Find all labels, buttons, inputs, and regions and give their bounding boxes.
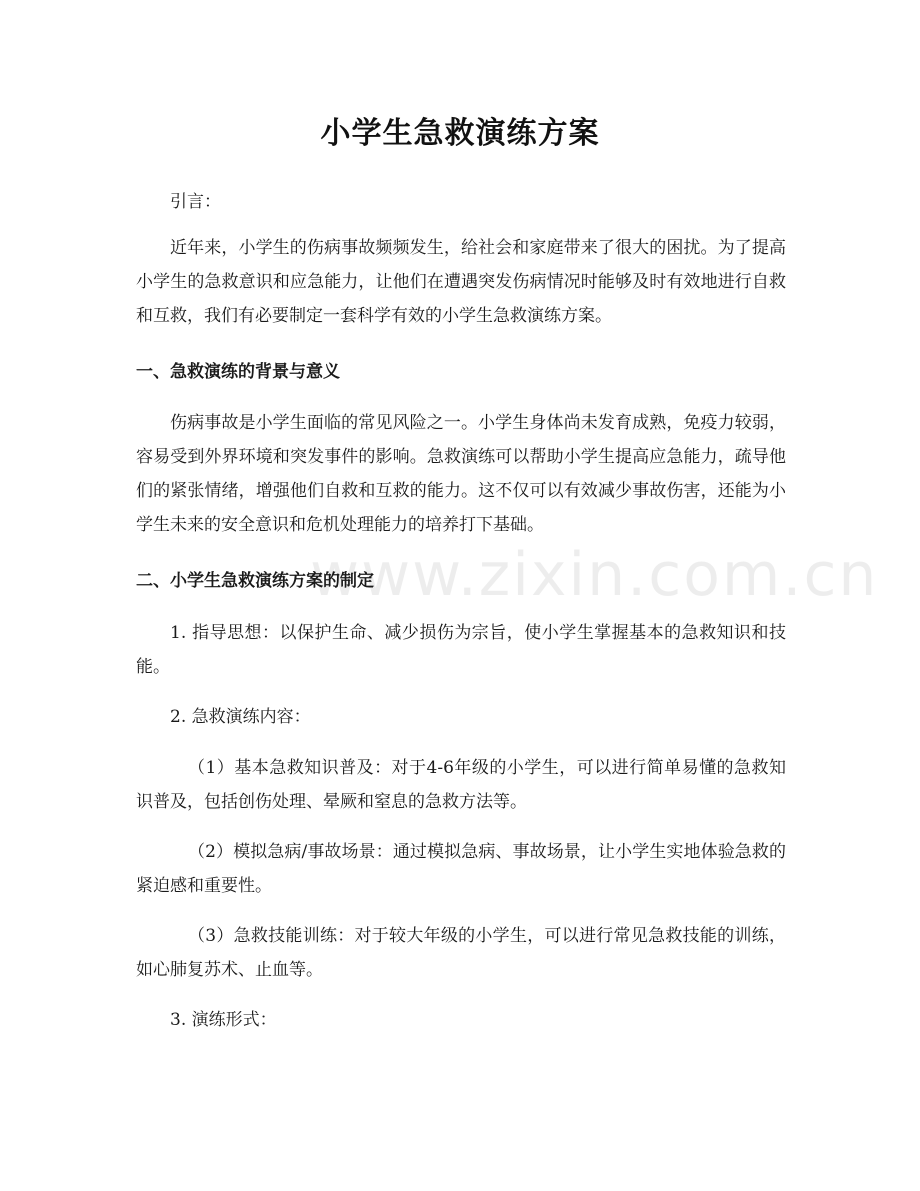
list-item-3: 3. 演练形式： bbox=[170, 1010, 277, 1030]
section-2-heading: 二、小学生急救演练方案的制定 bbox=[136, 571, 374, 591]
list-item-1: 1. 指导思想：以保护生命、减少损伤为宗旨，使小学生掌握基本的急救知识和技能。 bbox=[136, 623, 786, 677]
document-title: 小学生急救演练方案 bbox=[320, 116, 600, 151]
section-1-heading: 一、急救演练的背景与意义 bbox=[136, 362, 340, 382]
intro-label: 引言： bbox=[170, 192, 221, 212]
list-item-2: 2. 急救演练内容： bbox=[170, 707, 311, 727]
intro-paragraph: 近年来，小学生的伤病事故频频发生，给社会和家庭带来了很大的困扰。为了提高小学生的急救意识和应急能力，让他们在遭遇突发伤病情况时能够及时有效地进行自救和互救，我们有必要制定一套科学有效的小学生急救演练方案。 bbox=[136, 238, 786, 326]
list-item-2-sub-2: （2）模拟急病/事故场景：通过模拟急病、事故场景，让小学生实地体验急救的紧迫感和重要性。 bbox=[136, 842, 786, 896]
list-item-2-sub-1: （1）基本急救知识普及：对于4-6年级的小学生，可以进行简单易懂的急救知识普及，包括创伤处理、晕厥和窒息的急救方法等。 bbox=[136, 758, 786, 812]
list-item-2-sub-3: （3）急救技能训练：对于较大年级的小学生，可以进行常见急救技能的训练，如心肺复苏术、止血等。 bbox=[136, 926, 786, 980]
watermark: www.zixin.com.cn bbox=[310, 540, 879, 610]
section-1-paragraph: 伤病事故是小学生面临的常见风险之一。小学生身体尚未发育成熟，免疫力较弱，容易受到外界环境和突发事件的影响。急救演练可以帮助小学生提高应急能力，疏导他们的紧张情绪，增强他们自救和互救的能力。这不仅可以有效减少事故伤害，还能为小学生未来的安全意识和危机处理能力的培养打下基础。 bbox=[136, 413, 786, 535]
